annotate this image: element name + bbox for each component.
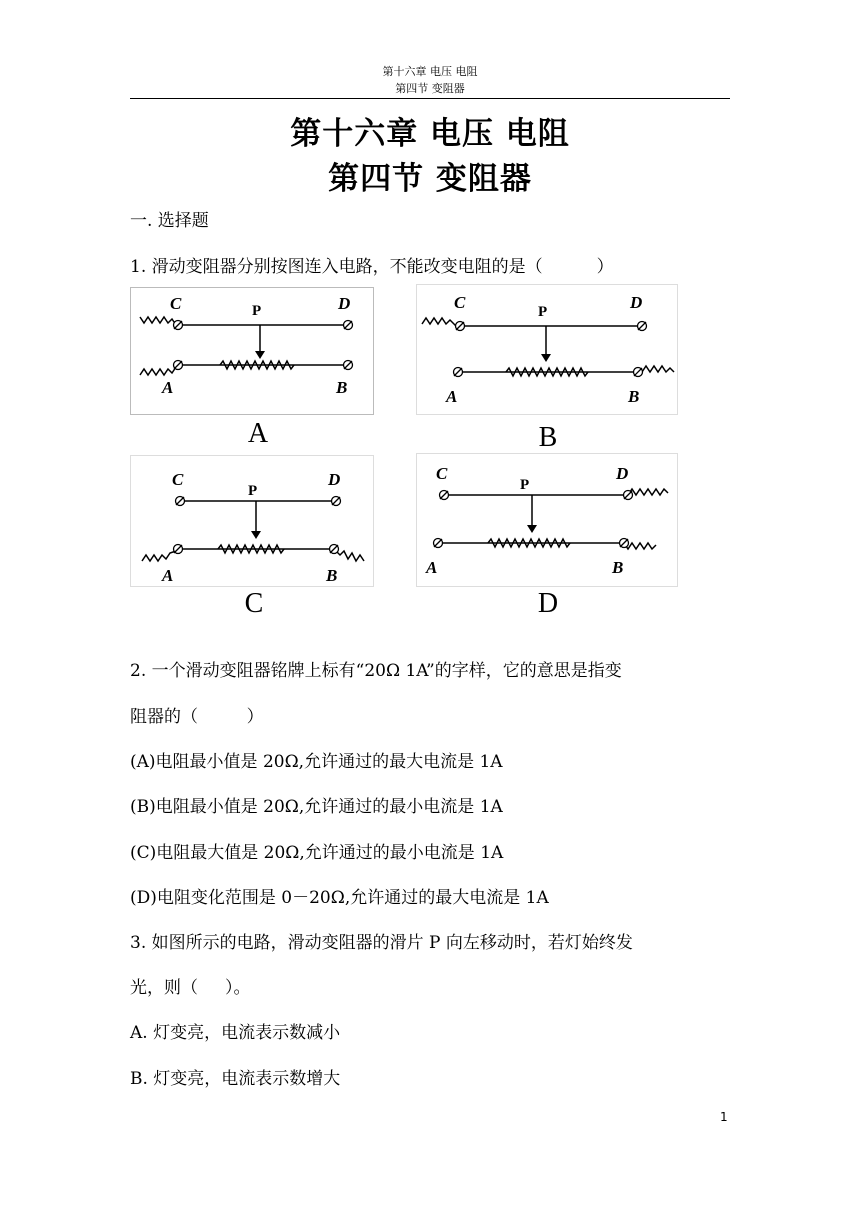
chapter-title: 第十六章 电压 电阻: [290, 116, 570, 152]
figure-a: [130, 287, 374, 415]
terminal-c-label: C: [436, 464, 448, 483]
terminal-b-label: B: [612, 558, 624, 577]
question-2-option-d: (D)电阻变化范围是 0－20Ω,允许通过的最大电流是 1A: [130, 888, 549, 908]
section-title: 第四节 变阻器: [328, 161, 532, 197]
slider-p-label: P: [520, 477, 530, 493]
figure-d-caption: D: [537, 588, 559, 619]
question-3-text-line2: 光，则（ ）。: [130, 978, 251, 998]
question-3-option-b: B. 灯变亮，电流表示数增大: [130, 1069, 341, 1089]
figure-b: [416, 284, 678, 415]
figure-c-caption: C: [244, 588, 264, 619]
question-2-option-c: (C)电阻最大值是 20Ω,允许通过的最小电流是 1A: [130, 843, 504, 863]
running-header-section: 第四节 变阻器: [395, 82, 465, 95]
running-header-chapter: 第十六章 电压 电阻: [382, 65, 478, 78]
terminal-a-label: A: [162, 378, 174, 397]
question-2-text-line2: 阻器的（ ）: [130, 707, 264, 727]
figure-c: [130, 455, 374, 587]
figure-a-caption: A: [247, 418, 269, 449]
page-number: 1: [720, 1110, 728, 1124]
question-3-text-line1: 3. 如图所示的电路，滑动变阻器的滑片 P 向左移动时，若灯始终发: [130, 933, 633, 953]
header-divider: [130, 98, 730, 99]
terminal-b-label: B: [326, 566, 338, 585]
terminal-b-label: B: [628, 387, 640, 406]
rheostat-diagram-a: [130, 287, 374, 415]
figure-d: [416, 453, 678, 587]
terminal-a-label: A: [162, 566, 174, 585]
slider-p-label: P: [248, 483, 258, 499]
rheostat-diagram-d: [416, 453, 678, 587]
terminal-a-label: A: [426, 558, 438, 577]
terminal-c-label: C: [172, 470, 184, 489]
terminal-d-label: D: [630, 293, 643, 312]
terminal-b-label: B: [336, 378, 348, 397]
question-3-option-a: A. 灯变亮，电流表示数减小: [130, 1023, 341, 1043]
rheostat-diagram-c: [130, 455, 374, 587]
terminal-a-label: A: [446, 387, 458, 406]
slider-p-label: P: [252, 303, 262, 319]
rheostat-diagram-b: [416, 284, 678, 415]
slider-p-label: P: [538, 304, 548, 320]
terminal-c-label: C: [170, 294, 182, 313]
question-2-option-b: (B)电阻最小值是 20Ω,允许通过的最小电流是 1A: [130, 797, 503, 817]
terminal-c-label: C: [454, 293, 466, 312]
terminal-d-label: D: [328, 470, 341, 489]
section-heading: 一. 选择题: [130, 211, 209, 231]
terminal-d-label: D: [338, 294, 351, 313]
question-1-text: 1. 滑动变阻器分别按图连入电路，不能改变电阻的是（ ）: [130, 257, 614, 277]
question-2-option-a: (A)电阻最小值是 20Ω,允许通过的最大电流是 1A: [130, 752, 503, 772]
question-2-text-line1: 2. 一个滑动变阻器铭牌上标有“20Ω 1A”的字样，它的意思是指变: [130, 661, 622, 681]
figure-b-caption: B: [538, 422, 558, 453]
terminal-d-label: D: [616, 464, 629, 483]
